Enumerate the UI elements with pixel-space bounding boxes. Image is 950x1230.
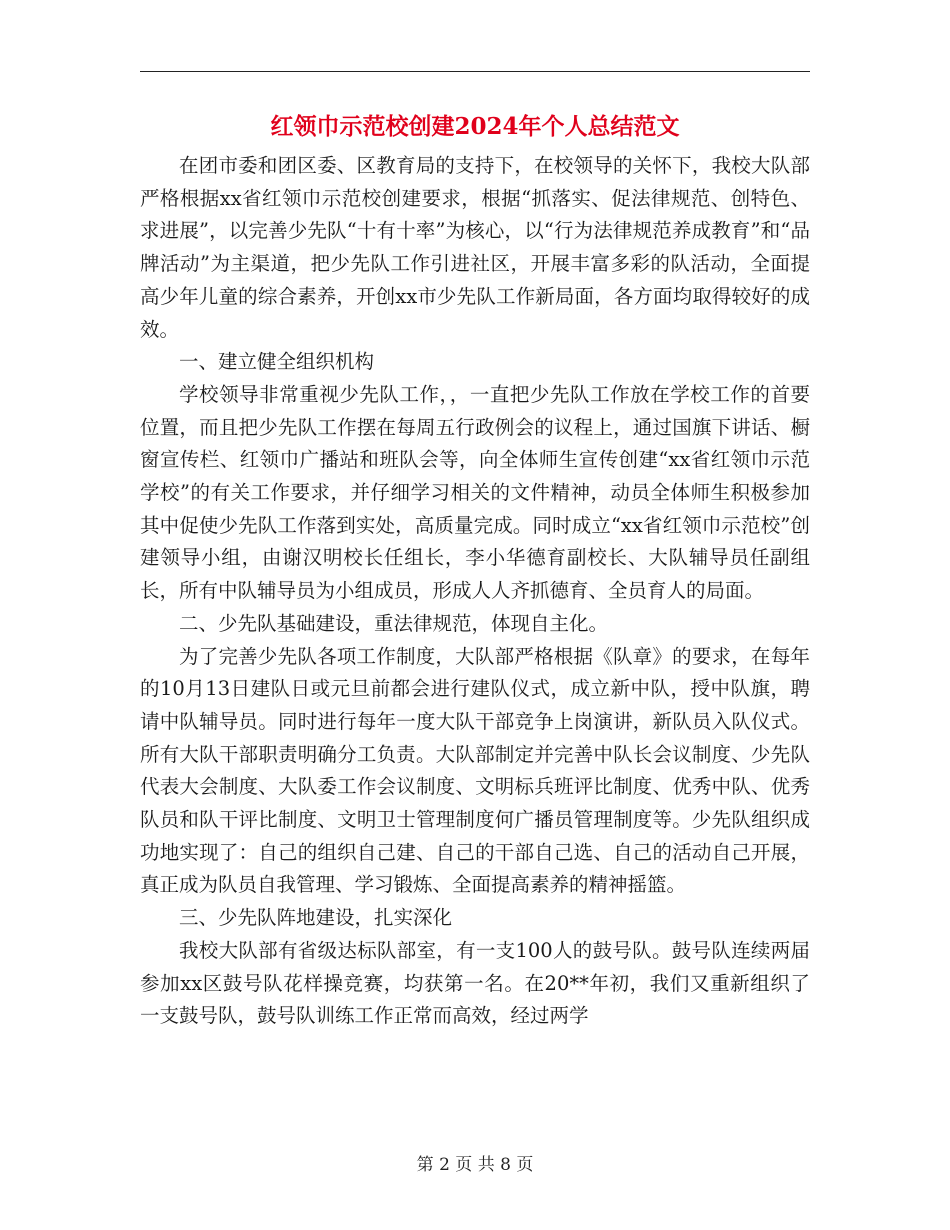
paragraph-section-3: 我校大队部有省级达标队部室，有一支100人的鼓号队。鼓号队连续两届参加xx区鼓号队花样操竞赛，均获第一名。在20**年初，我们又重新组织了一支鼓号队，鼓号队训练工作正常而高效，经过两学 <box>140 938 810 1028</box>
header-rule <box>140 71 810 72</box>
paragraph-section-1: 学校领导非常重视少先队工作，，一直把少先队工作放在学校工作的首要位置，而且把少先队工作摆在每周五行政例会的议程上，通过国旗下讲话、橱窗宣传栏、红领巾广播站和班队会等，向全体师生宣传创建“xx省红领巾示范学校”的有关工作要求，并仔细学习相关的文件精神，动员全体师生积极参加其中促使少先队工作落到实处，高质量完成。同时成立“xx省红领巾示范校”创建领导小组，由谢汉明校长任组长，李小华德育副校长、大队辅导员任副组长，所有中队辅导员为小组成员，形成人人齐抓德育、全员育人的局面。 <box>140 382 810 603</box>
paragraph-intro: 在团市委和团区委、区教育局的支持下，在校领导的关怀下，我校大队部严格根据xx省红领巾示范校创建要求，根据“抓落实、促法律规范、创特色、求进展”，以完善少先队“十有十率”为核心，以“行为法律规范养成教育”和“品牌活动”为主渠道，把少先队工作引进社区，开展丰富多彩的队活动，全面提高少年儿童的综合素养，开创xx市少先队工作新局面，各方面均取得较好的成效。 <box>140 154 810 341</box>
section-heading-2: 二、少先队基础建设，重法律规范，体现自主化。 <box>179 611 609 635</box>
page-footer <box>140 1153 810 1177</box>
document-title: 红领巾示范校创建2024年个人总结范文 <box>270 113 680 140</box>
section-heading-3: 三、少先队阵地建设，扎实深化 <box>179 906 453 930</box>
page-number: 第 2 页 共 8 页 <box>416 1155 534 1175</box>
paragraph-section-2: 为了完善少先队各项工作制度，大队部严格根据《队章》的要求，在每年的10月13日建队日或元旦前都会进行建队仪式，成立新中队，授中队旗，聘请中队辅导员。同时进行每年一度大队干部竞争上岗演讲，新队员入队仪式。所有大队干部职责明确分工负责。大队部制定并完善中队长会议制度、少先队代表大会制度、大队委工作会议制度、文明标兵班评比制度、优秀中队、优秀队员和队干评比制度、文明卫士管理制度何广播员管理制度等。少先队组织成功地实现了：自己的组织自己建、自己的干部自己选、自己的活动自己开展，真正成为队员自我管理、学习锻炼、全面提高素养的精神摇篮。 <box>140 644 810 897</box>
document-body <box>140 150 810 1033</box>
section-heading-1: 一、建立健全组织机构 <box>179 350 375 374</box>
